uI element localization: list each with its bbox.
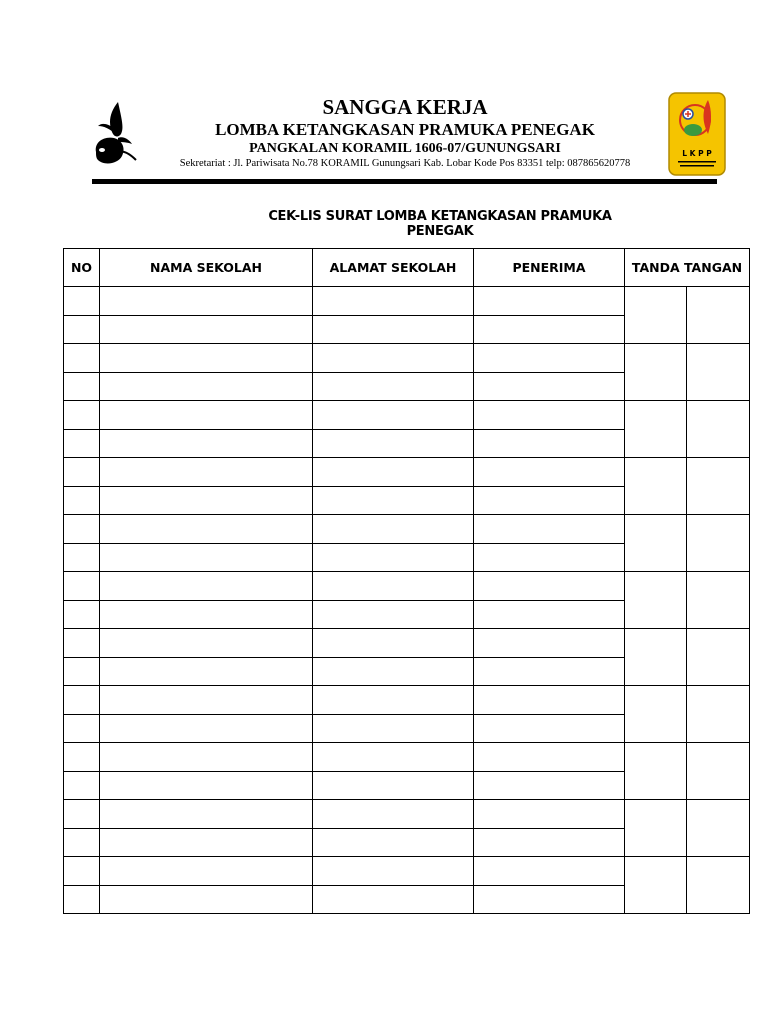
cell-no [64,429,100,458]
cell-no [64,771,100,800]
cell-receiver [474,600,625,629]
cell-signature-left [625,686,687,743]
cell-receiver [474,429,625,458]
cell-no [64,714,100,743]
cell-no [64,686,100,715]
cell-receiver [474,714,625,743]
cell-receiver [474,686,625,715]
cell-school-name [100,572,313,601]
cell-school-name [100,828,313,857]
cell-signature-right [687,572,750,629]
cell-receiver [474,315,625,344]
cell-school-address [313,486,474,515]
cell-school-address [313,344,474,373]
cell-no [64,543,100,572]
cell-receiver [474,543,625,572]
cell-signature-right [687,686,750,743]
cell-school-address [313,572,474,601]
cell-no [64,287,100,316]
cell-signature-left [625,629,687,686]
header-school-address: ALAMAT SEKOLAH [313,249,474,287]
cell-school-address [313,657,474,686]
lkpp-logo-text: L K P P [682,149,712,158]
cell-signature-right [687,629,750,686]
cell-school-address [313,401,474,430]
cell-no [64,600,100,629]
cell-school-address [313,885,474,914]
cell-school-address [313,543,474,572]
cell-school-name [100,743,313,772]
table-row [64,857,750,886]
letterhead-title: SANGGA KERJA [322,95,488,119]
header-receiver: PENERIMA [474,249,625,287]
cell-school-name [100,885,313,914]
letterhead-divider [92,179,717,184]
cell-receiver [474,401,625,430]
cell-receiver [474,828,625,857]
table-header-row [64,249,750,287]
cell-signature-right [687,743,750,800]
table-row [64,743,750,772]
table-row [64,401,750,430]
cell-receiver [474,800,625,829]
cell-receiver [474,372,625,401]
cell-school-name [100,458,313,487]
cell-signature-right [687,515,750,572]
table-row [64,800,750,829]
cell-receiver [474,857,625,886]
table-row [64,629,750,658]
cell-signature-right [687,458,750,515]
cell-school-name [100,372,313,401]
cell-school-name [100,315,313,344]
table-row [64,458,750,487]
cell-no [64,486,100,515]
cell-receiver [474,287,625,316]
cell-receiver [474,657,625,686]
cell-no [64,458,100,487]
cell-no [64,657,100,686]
cell-school-name [100,429,313,458]
cell-school-address [313,743,474,772]
cell-signature-left [625,287,687,344]
cell-school-name [100,401,313,430]
cell-school-name [100,543,313,572]
cell-school-name [100,486,313,515]
cell-school-address [313,686,474,715]
cell-signature-left [625,344,687,401]
cell-receiver [474,458,625,487]
cell-school-address [313,714,474,743]
cell-school-address [313,600,474,629]
cell-school-address [313,771,474,800]
cell-receiver [474,771,625,800]
cell-no [64,629,100,658]
letterhead [150,94,660,171]
cell-signature-right [687,287,750,344]
cell-signature-right [687,344,750,401]
cell-school-name [100,714,313,743]
cell-no [64,515,100,544]
cell-signature-right [687,800,750,857]
header-signature: TANDA TANGAN [625,249,750,287]
letterhead-subtitle: LOMBA KETANGKASAN PRAMUKA PENEGAK [215,120,595,139]
cell-school-name [100,344,313,373]
cell-school-address [313,458,474,487]
cell-no [64,344,100,373]
cell-school-address [313,828,474,857]
cell-signature-left [625,572,687,629]
table-body [64,287,750,914]
cell-school-address [313,287,474,316]
table-row [64,515,750,544]
document-title: CEK-LIS SURAT LOMBA KETANGKASAN PRAMUKA PENEGAK [268,209,612,239]
cell-signature-left [625,743,687,800]
cell-signature-left [625,857,687,914]
cell-receiver [474,344,625,373]
letterhead-address: Sekretariat : Jl. Pariwisata No.78 KORAMIL Gunungsari Kab. Lobar Kode Pos 83351 telp: 087865620778 [179,158,631,169]
header-school-name: NAMA SEKOLAH [100,249,313,287]
lkpp-logo [668,92,726,176]
cell-school-name [100,600,313,629]
cell-school-address [313,372,474,401]
cell-school-address [313,429,474,458]
cell-school-address [313,515,474,544]
cell-signature-left [625,401,687,458]
cell-school-name [100,515,313,544]
cell-receiver [474,515,625,544]
cell-signature-left [625,458,687,515]
cell-no [64,885,100,914]
cell-school-name [100,800,313,829]
cell-school-name [100,657,313,686]
cell-signature-left [625,800,687,857]
cell-school-name [100,857,313,886]
cell-receiver [474,743,625,772]
letterhead-branch: PANGKALAN KORAMIL 1606-07/GUNUNGSARI [249,141,561,156]
cell-school-name [100,686,313,715]
cell-no [64,800,100,829]
cell-school-address [313,629,474,658]
cell-signature-left [625,515,687,572]
cell-signature-right [687,401,750,458]
cell-receiver [474,486,625,515]
cell-no [64,857,100,886]
table-row [64,686,750,715]
cell-receiver [474,572,625,601]
table-row [64,344,750,373]
header-no: NO [64,249,100,287]
cell-school-address [313,315,474,344]
cell-school-address [313,800,474,829]
cell-no [64,743,100,772]
table-row [64,287,750,316]
cell-receiver [474,885,625,914]
cell-school-address [313,857,474,886]
cell-no [64,828,100,857]
cell-no [64,572,100,601]
cell-receiver [474,629,625,658]
cell-school-name [100,287,313,316]
cell-school-name [100,629,313,658]
checklist-table [63,248,750,914]
tunas-kelapa-logo [88,100,138,170]
cell-no [64,315,100,344]
cell-school-name [100,771,313,800]
cell-signature-right [687,857,750,914]
table-row [64,572,750,601]
cell-no [64,372,100,401]
cell-no [64,401,100,430]
